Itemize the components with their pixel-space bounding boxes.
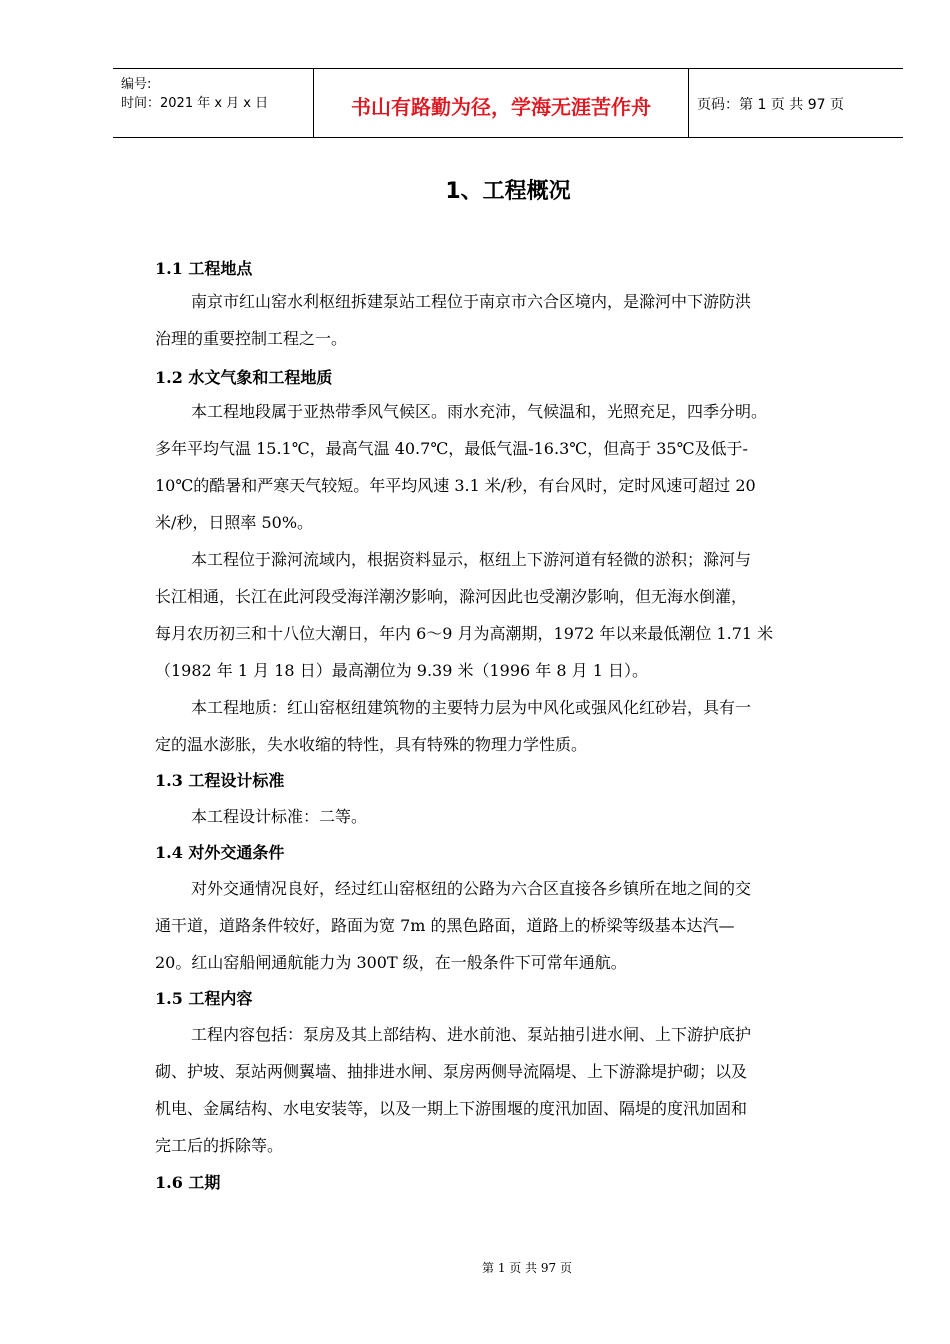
section-heading-1-6: 1.6 工期 xyxy=(155,1173,221,1192)
paragraph-line: 本工程地段属于亚热带季风气候区。雨水充沛，气候温和，光照充足，四季分明。 xyxy=(191,402,768,421)
paragraph-line: 本工程位于滁河流域内，根据资料显示，枢纽上下游河道有轻微的淤积；滁河与 xyxy=(191,550,752,569)
paragraph-line: 机电、金属结构、水电安装等，以及一期上下游围堰的度汛加固、隔堤的度汛加固和 xyxy=(155,1099,748,1118)
header-meta-cell xyxy=(113,69,313,137)
header-motto: 书山有路勤为径，学海无涯苦作舟 xyxy=(351,95,651,119)
paragraph-line: 10℃的酷暑和严寒天气较短。年平均风速 3.1 米/秒，有台风时，定时风速可超过 20 xyxy=(155,476,756,495)
paragraph-line: 通干道，道路条件较好，路面为宽 7m 的黑色路面，道路上的桥梁等级基本达汽— xyxy=(155,916,735,935)
paragraph-line: （1982 年 1 月 18 日）最高潮位为 9.39 米（1996 年 8 月 1 日）。 xyxy=(155,661,648,680)
paragraph-line: 工程内容包括：泵房及其上部结构、进水前池、泵站抽引进水闸、上下游护底护 xyxy=(191,1025,752,1044)
section-heading-1-2: 1.2 水文气象和工程地质 xyxy=(155,368,333,387)
paragraph-line: 长江相通，长江在此河段受海洋潮汐影响，滁河因此也受潮汐影响，但无海水倒灌， xyxy=(155,587,748,606)
section-heading-1-5: 1.5 工程内容 xyxy=(155,989,253,1008)
page-title: 1、工程概况 xyxy=(445,179,571,204)
page-footer: 第 1 页 共 97 页 xyxy=(482,1261,572,1275)
paragraph-line: 治理的重要控制工程之一。 xyxy=(155,329,348,348)
paragraph-line: 本工程地质：红山窑枢纽建筑物的主要特力层为中风化或强风化红砂岩，具有一 xyxy=(191,698,752,717)
paragraph-line: 多年平均气温 15.1℃，最高气温 40.7℃，最低气温-16.3℃，但高于 35℃及低于- xyxy=(155,439,748,458)
paragraph-line: 砌、护坡、泵站两侧翼墙、抽排进水闸、泵房两侧导流隔堤、上下游滁堤护砌；以及 xyxy=(155,1062,748,1081)
paragraph-line: 米/秒，日照率 50%。 xyxy=(155,513,314,532)
paragraph-line: 本工程设计标准：二等。 xyxy=(191,807,368,826)
document-number-label: 编号: xyxy=(121,77,152,92)
document-time-label: 时间：2021 年 x 月 x 日 xyxy=(121,96,269,111)
section-heading-1-1: 1.1 工程地点 xyxy=(155,259,253,278)
paragraph-line: 完工后的拆除等。 xyxy=(155,1136,284,1155)
header-page-code: 页码：第 1 页 共 97 页 xyxy=(697,97,844,113)
paragraph-line: 定的温水澎胀，失水收缩的特性，具有特殊的物理力学性质。 xyxy=(155,735,588,754)
paragraph-line: 每月农历初三和十八位大潮日，年内 6～9 月为高潮期，1972 年以来最低潮位 1.71 米 xyxy=(155,624,774,643)
paragraph-line: 对外交通情况良好，经过红山窑枢纽的公路为六合区直接各乡镇所在地之间的交 xyxy=(191,879,752,898)
header-motto-cell xyxy=(313,69,689,137)
section-heading-1-3: 1.3 工程设计标准 xyxy=(155,771,285,790)
document-header xyxy=(113,68,903,138)
section-heading-1-4: 1.4 对外交通条件 xyxy=(155,843,285,862)
paragraph-line: 20。红山窑船闸通航能力为 300T 级，在一般条件下可常年通航。 xyxy=(155,953,627,972)
paragraph-line: 南京市红山窑水利枢纽拆建泵站工程位于南京市六合区境内，是滁河中下游防洪 xyxy=(191,292,752,311)
header-page-cell xyxy=(688,69,903,137)
